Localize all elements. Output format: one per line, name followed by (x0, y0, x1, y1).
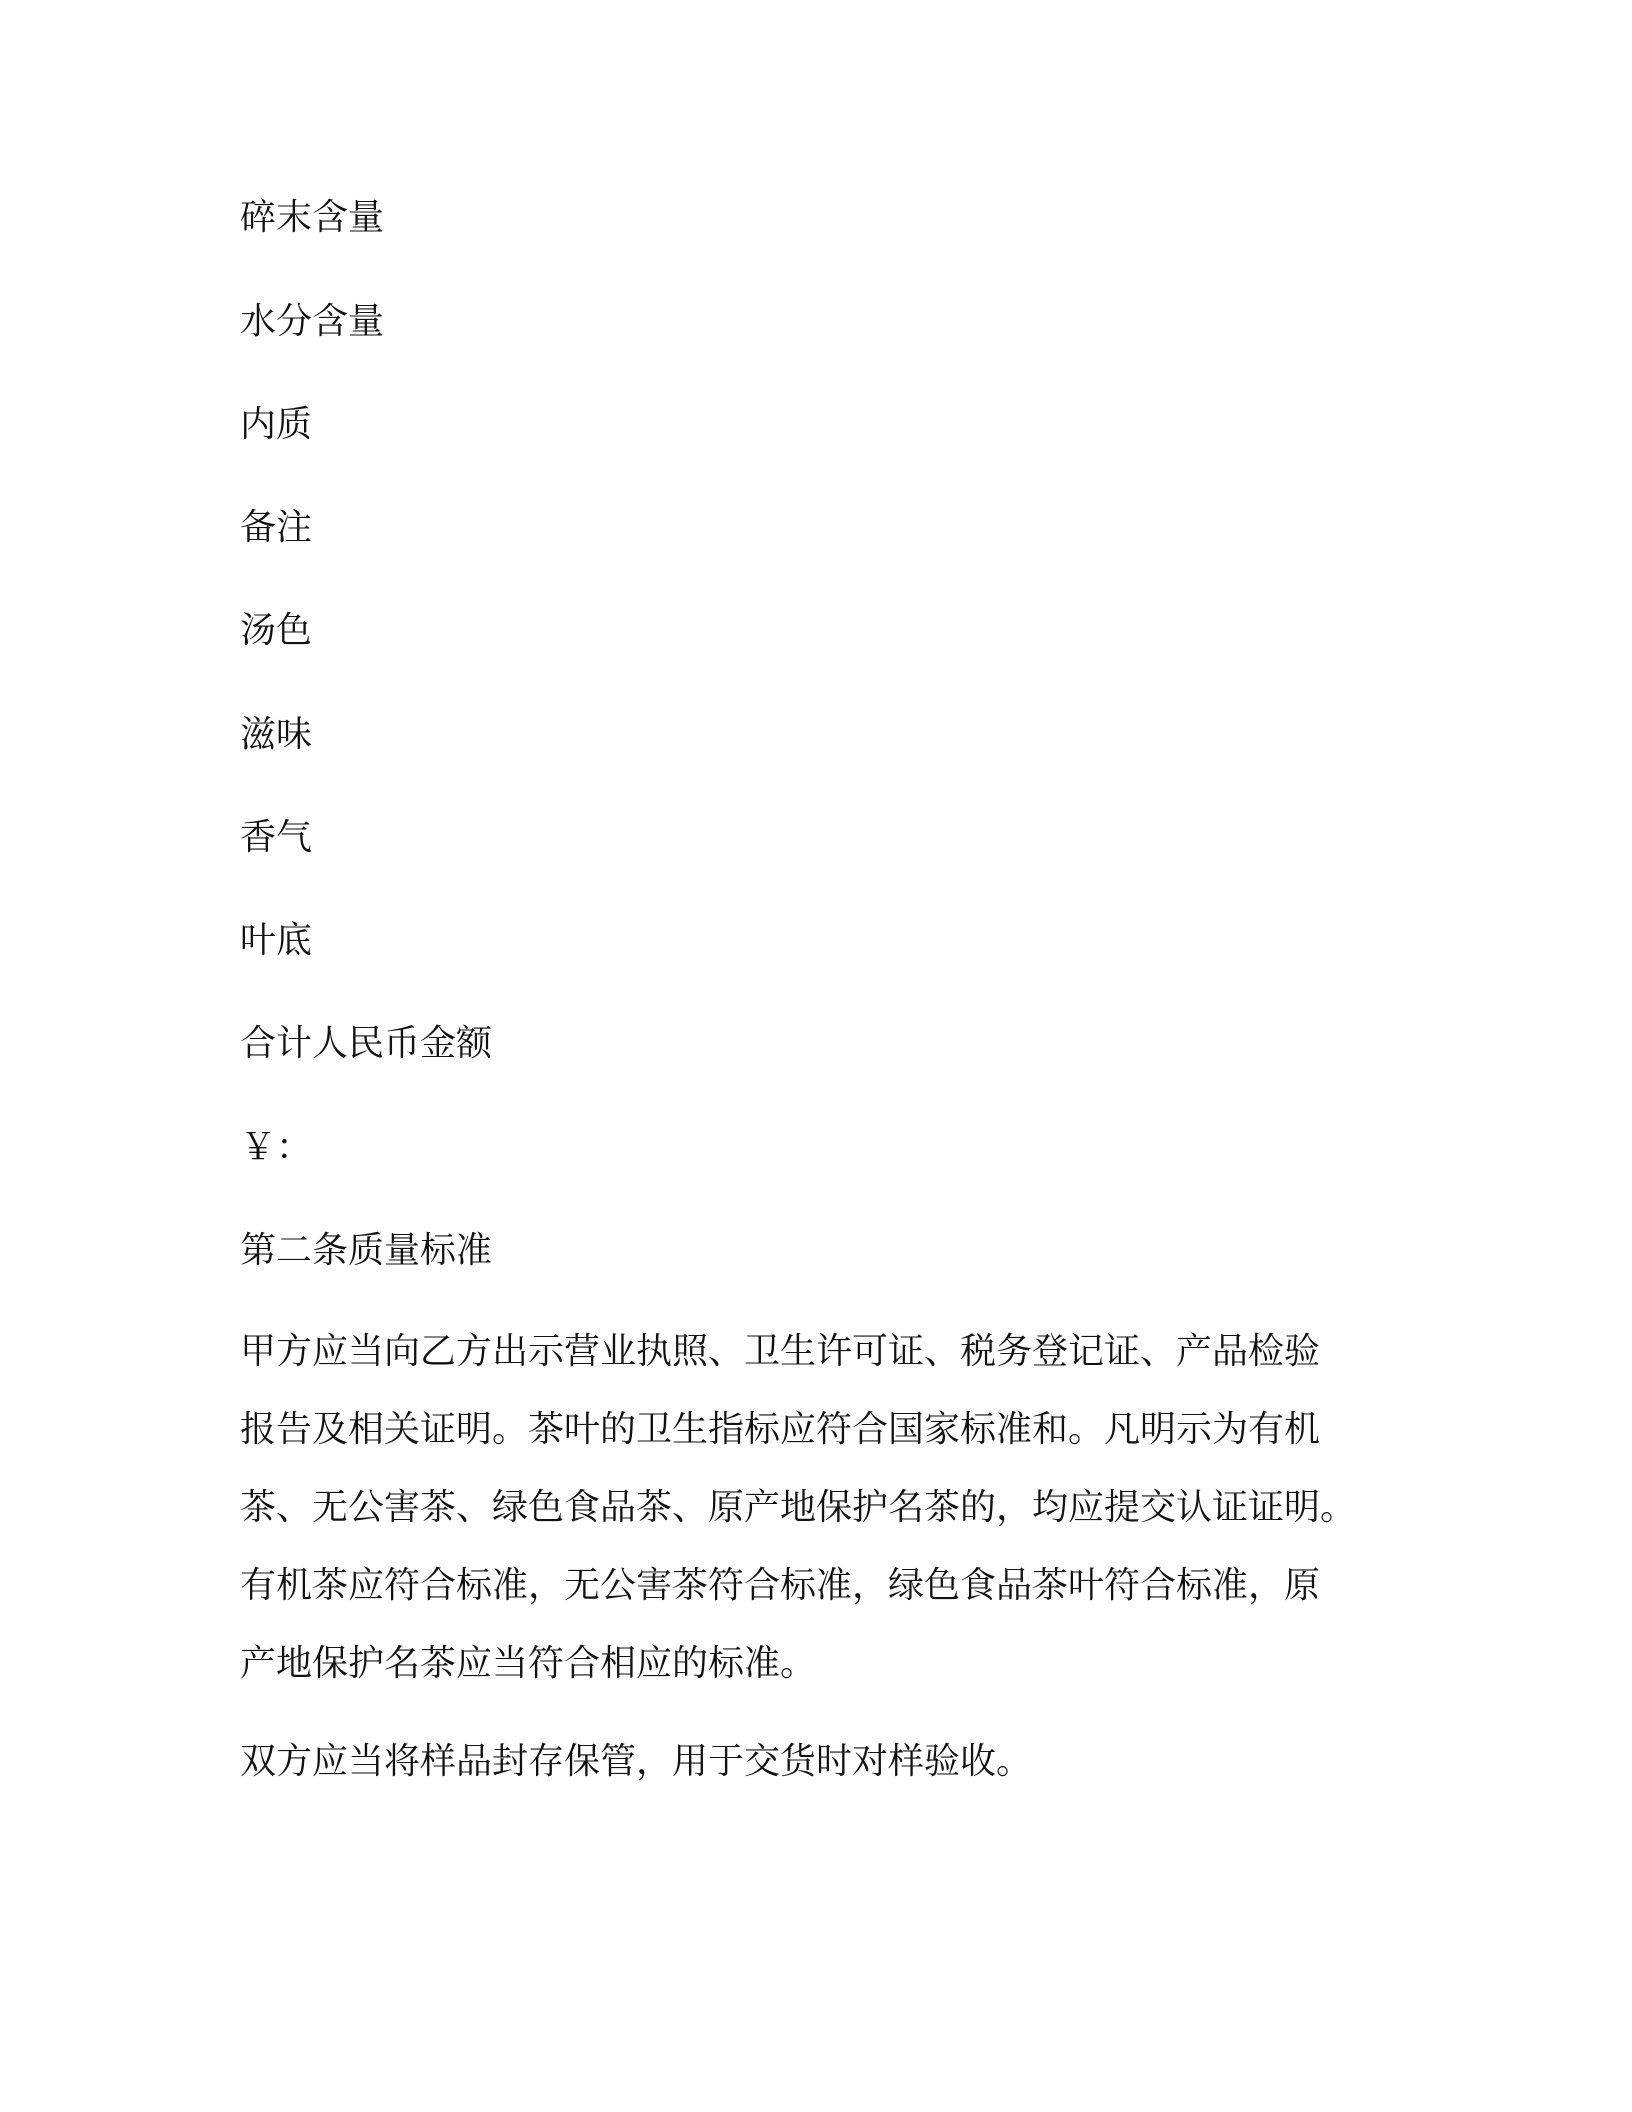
line-total-amount: 合计人民币金额 (240, 1023, 493, 1064)
line-infused-leaf: 叶底 (240, 920, 313, 961)
paragraph-line: 茶、无公害茶、绿色食品茶、原产地保护名茶的，均应提交认证证明。 (240, 1487, 1357, 1528)
paragraph-line: 产地保护名茶应当符合相应的标准。 (240, 1643, 817, 1684)
line-fragment-content: 碎末含量 (240, 197, 385, 238)
paragraph-quality-requirements (240, 1313, 1390, 1703)
line-currency: ￥： (240, 1127, 313, 1168)
section-heading-quality-standard: 第二条质量标准 (240, 1230, 493, 1271)
paragraph-sample-storage: 双方应当将样品封存保管，用于交货时对样验收。 (240, 1741, 1033, 1782)
line-inner-quality: 内质 (240, 404, 313, 445)
line-aroma: 香气 (240, 817, 313, 858)
paragraph-line: 有机茶应符合标准，无公害茶符合标准，绿色食品茶叶符合标准，原 (240, 1565, 1321, 1606)
paragraph-line: 报告及相关证明。茶叶的卫生指标应符合国家标准和。凡明示为有机 (240, 1409, 1321, 1450)
line-liquor-color: 汤色 (240, 610, 313, 651)
paragraph-line: 甲方应当向乙方出示营业执照、卫生许可证、税务登记证、产品检验 (240, 1331, 1321, 1372)
line-remarks: 备注 (240, 507, 313, 548)
line-taste: 滋味 (240, 714, 313, 755)
line-moisture-content: 水分含量 (240, 301, 385, 342)
